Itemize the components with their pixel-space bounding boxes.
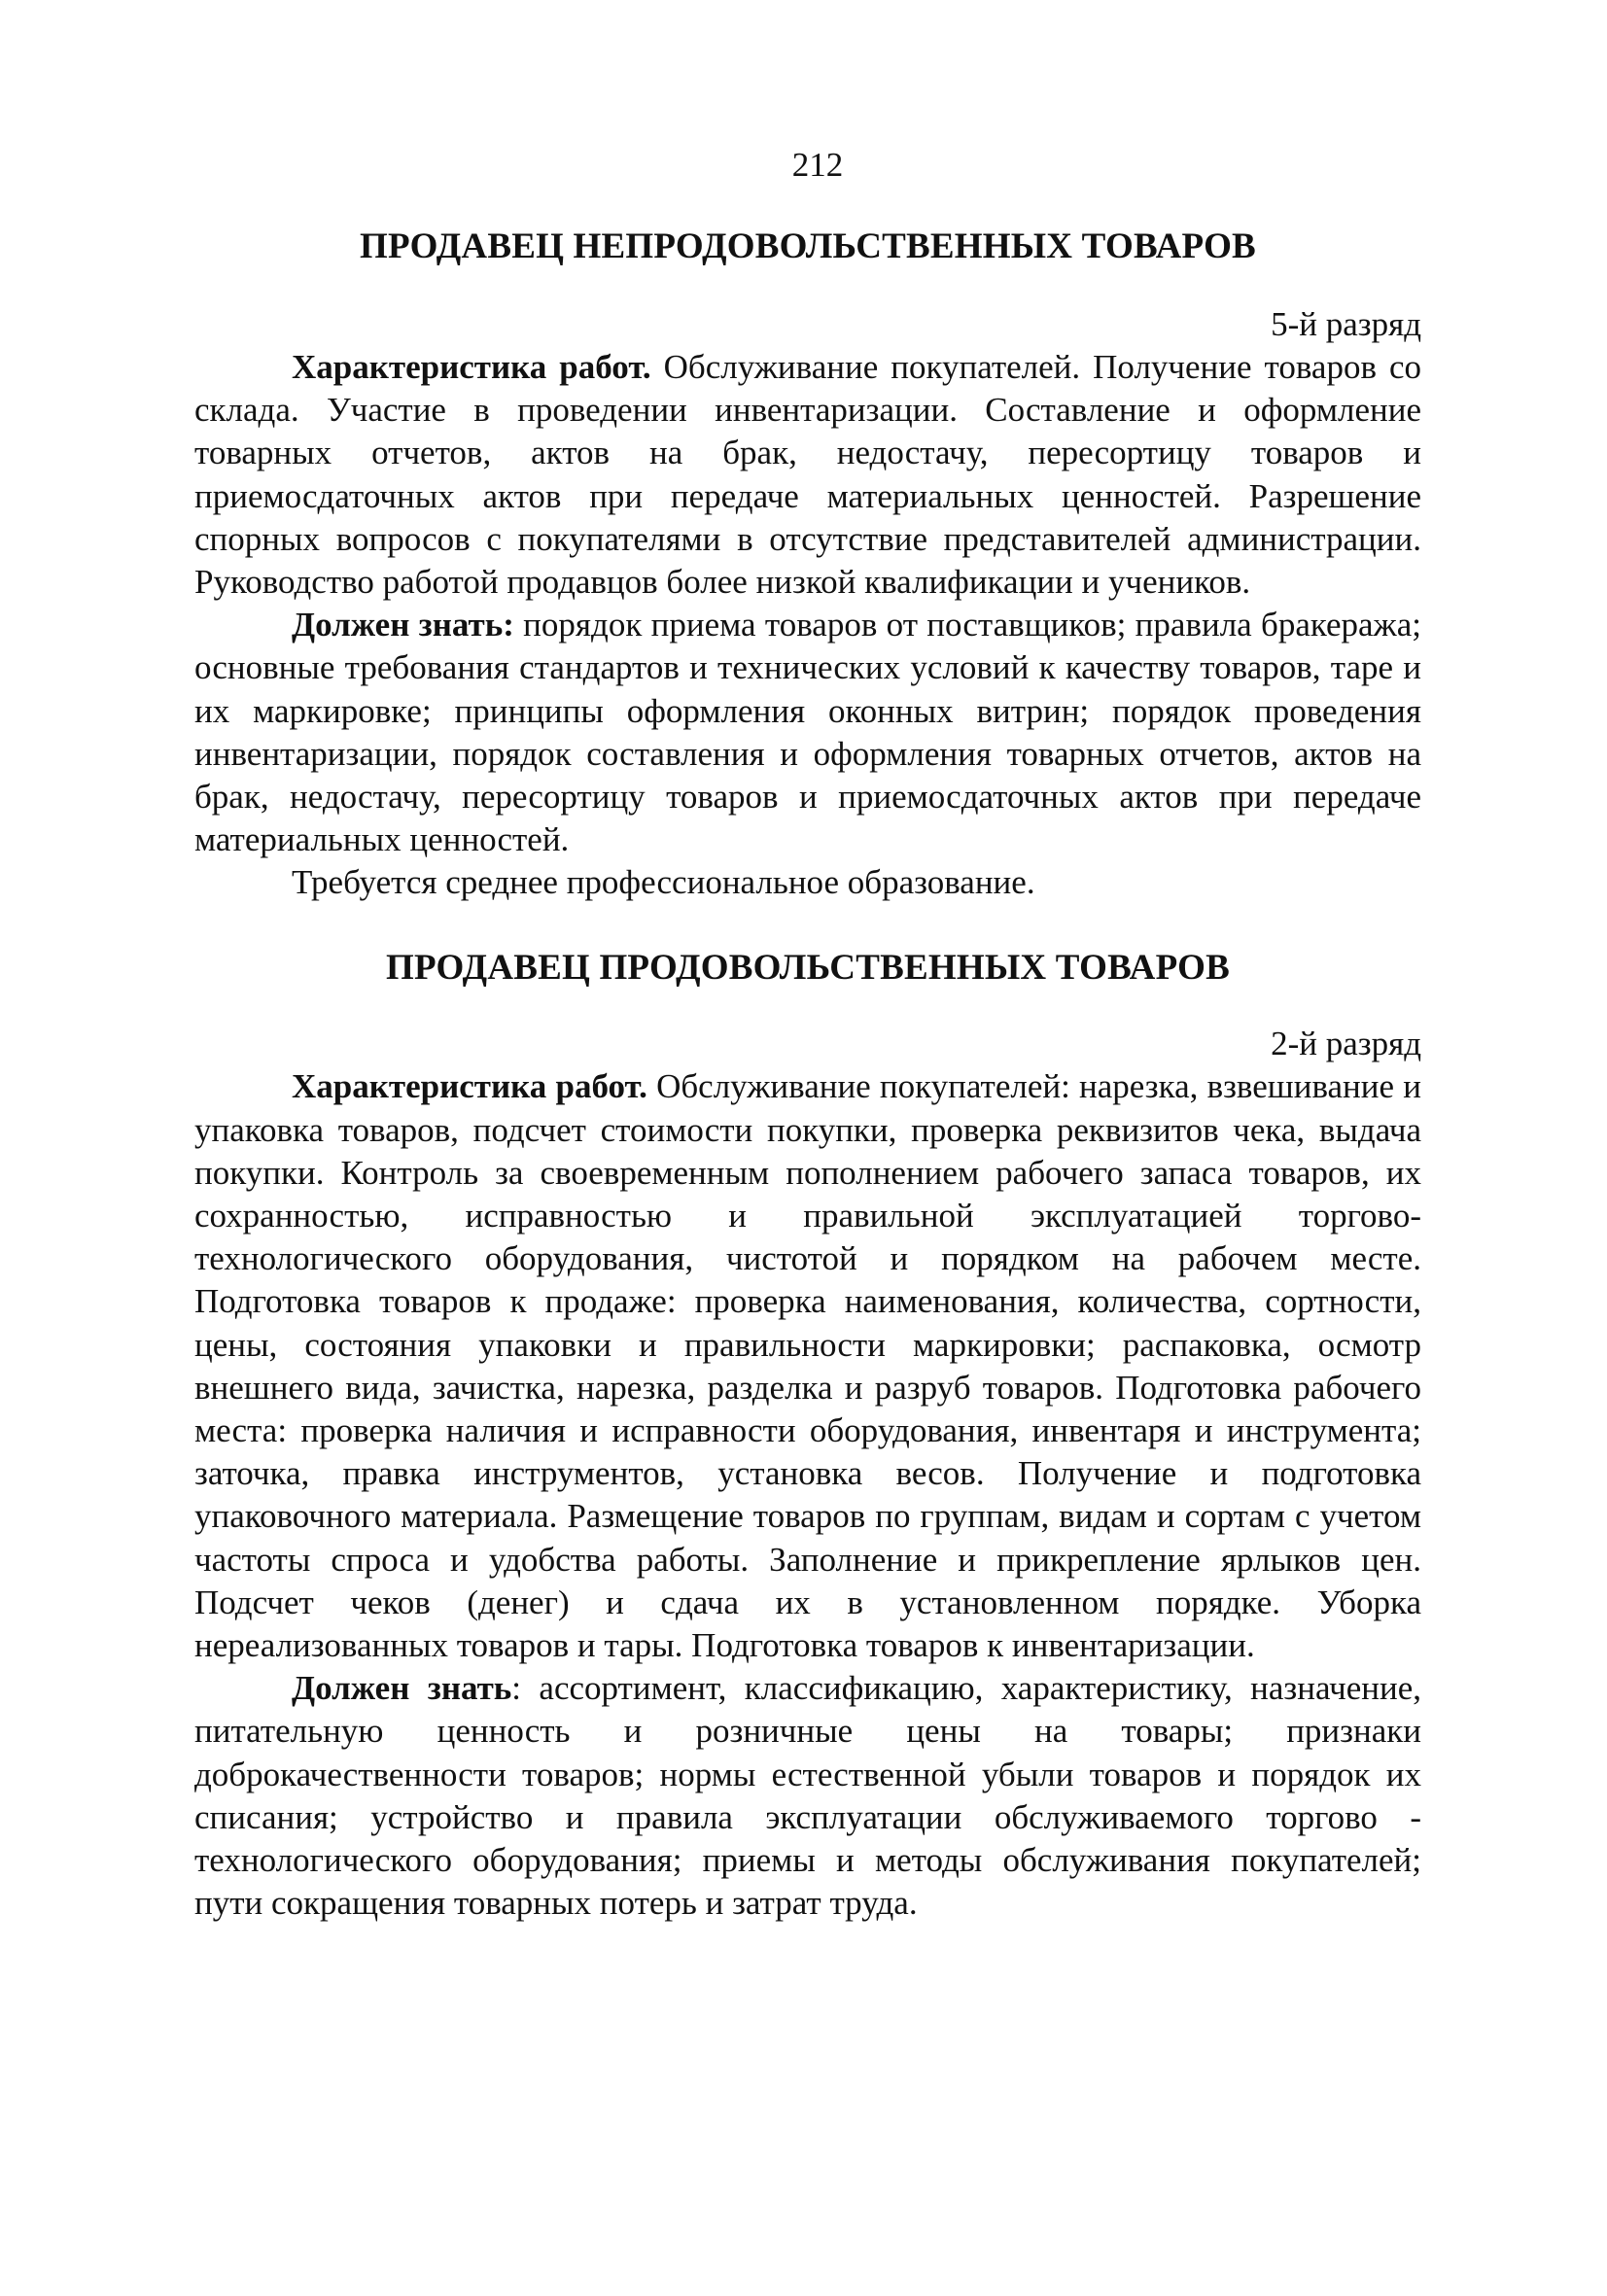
knowledge-label: Должен знать [292,1669,512,1708]
grade-label: 5-й разряд [1271,305,1421,343]
characteristics-label: Характеристика работ. [292,348,651,386]
section-title-food-seller: ПРОДАВЕЦ ПРОДОВОЛЬСТВЕННЫХ ТОВАРОВ [385,948,1231,989]
knowledge-text: порядок приема товаров от поставщиков; правила бракеража; основные требования стандартов и технических условий к качеству товаров, таре и их маркировке; принципы оформления оконных витрин; порядок проведения инвентаризации, порядок составления и оформления товарных отчетов, актов на брак, недостачу, пересортицу товаров и приемосдаточных актов при передаче материальных ценностей. [194,606,1421,859]
page-number: 212 [791,146,844,184]
work-characteristics-paragraph [194,1065,1421,1667]
knowledge-text: : ассортимент, классификацию, характеристику, назначение, питательную ценность и розничные цены на товары; признаки доброкачественности товаров; нормы естественной убыли товаров и порядок их списания; устройство и правила эксплуатации обслуживаемого торгово - технологического оборудования; приемы и методы обслуживания покупателей; пути сокращения товарных потерь и затрат труда. [194,1669,1421,1923]
characteristics-text: Обслуживание покупателей. Получение товаров со склада. Участие в проведении инвентаризации. Составление и оформление товарных отчетов, актов на брак, недостачу, пересортицу товаров и приемосдаточных актов при передаче материальных ценностей. Разрешение спорных вопросов с покупателями в отсутствие представителей администрации. Руководство работой продавцов более низкой квалификации и учеников. [194,348,1421,602]
knowledge-label: Должен знать: [292,606,514,644]
grade-label: 2-й разряд [1271,1025,1421,1063]
characteristics-text: Обслуживание покупателей: нарезка, взвешивание и упаковка товаров, подсчет стоимости покупки, проверка реквизитов чека, выдача покупки. Контроль за своевременным пополнением рабочего запаса товаров, их сохранностью, исправностью и правильной эксплуатацией торгово-технологического оборудования, чистотой и порядком на рабочем месте. Подготовка товаров к продаже: проверка наименования, количества, сортности, цены, состояния упаковки и правильности маркировки; распаковка, осмотр внешнего вида, зачистка, нарезка, разделка и разруб товаров. Подготовка рабочего места: проверка наличия и исправности оборудования, инвентаря и инструмента; заточка, правка инструментов, установка весов. Получение и подготовка упаковочного материала. Размещение товаров по группам, видам и сортам с учетом частоты спроса и удобства работы. Заполнение и прикрепление ярлыков цен. Подсчет чеков (денег) и сдача их в установленном порядке. Уборка нереализованных товаров и тары. Подготовка товаров к инвентаризации. [194,1067,1421,1665]
required-knowledge-paragraph [194,1667,1421,1925]
characteristics-label: Характеристика работ. [292,1067,647,1106]
document-page [194,146,1421,1926]
required-knowledge-paragraph [194,604,1421,861]
education-requirement: Требуется среднее профессиональное образование. [292,863,1035,902]
section-title-nonfood-seller: ПРОДАВЕЦ НЕПРОДОВОЛЬСТВЕННЫХ ТОВАРОВ [360,226,1256,266]
work-characteristics-paragraph [194,346,1421,604]
